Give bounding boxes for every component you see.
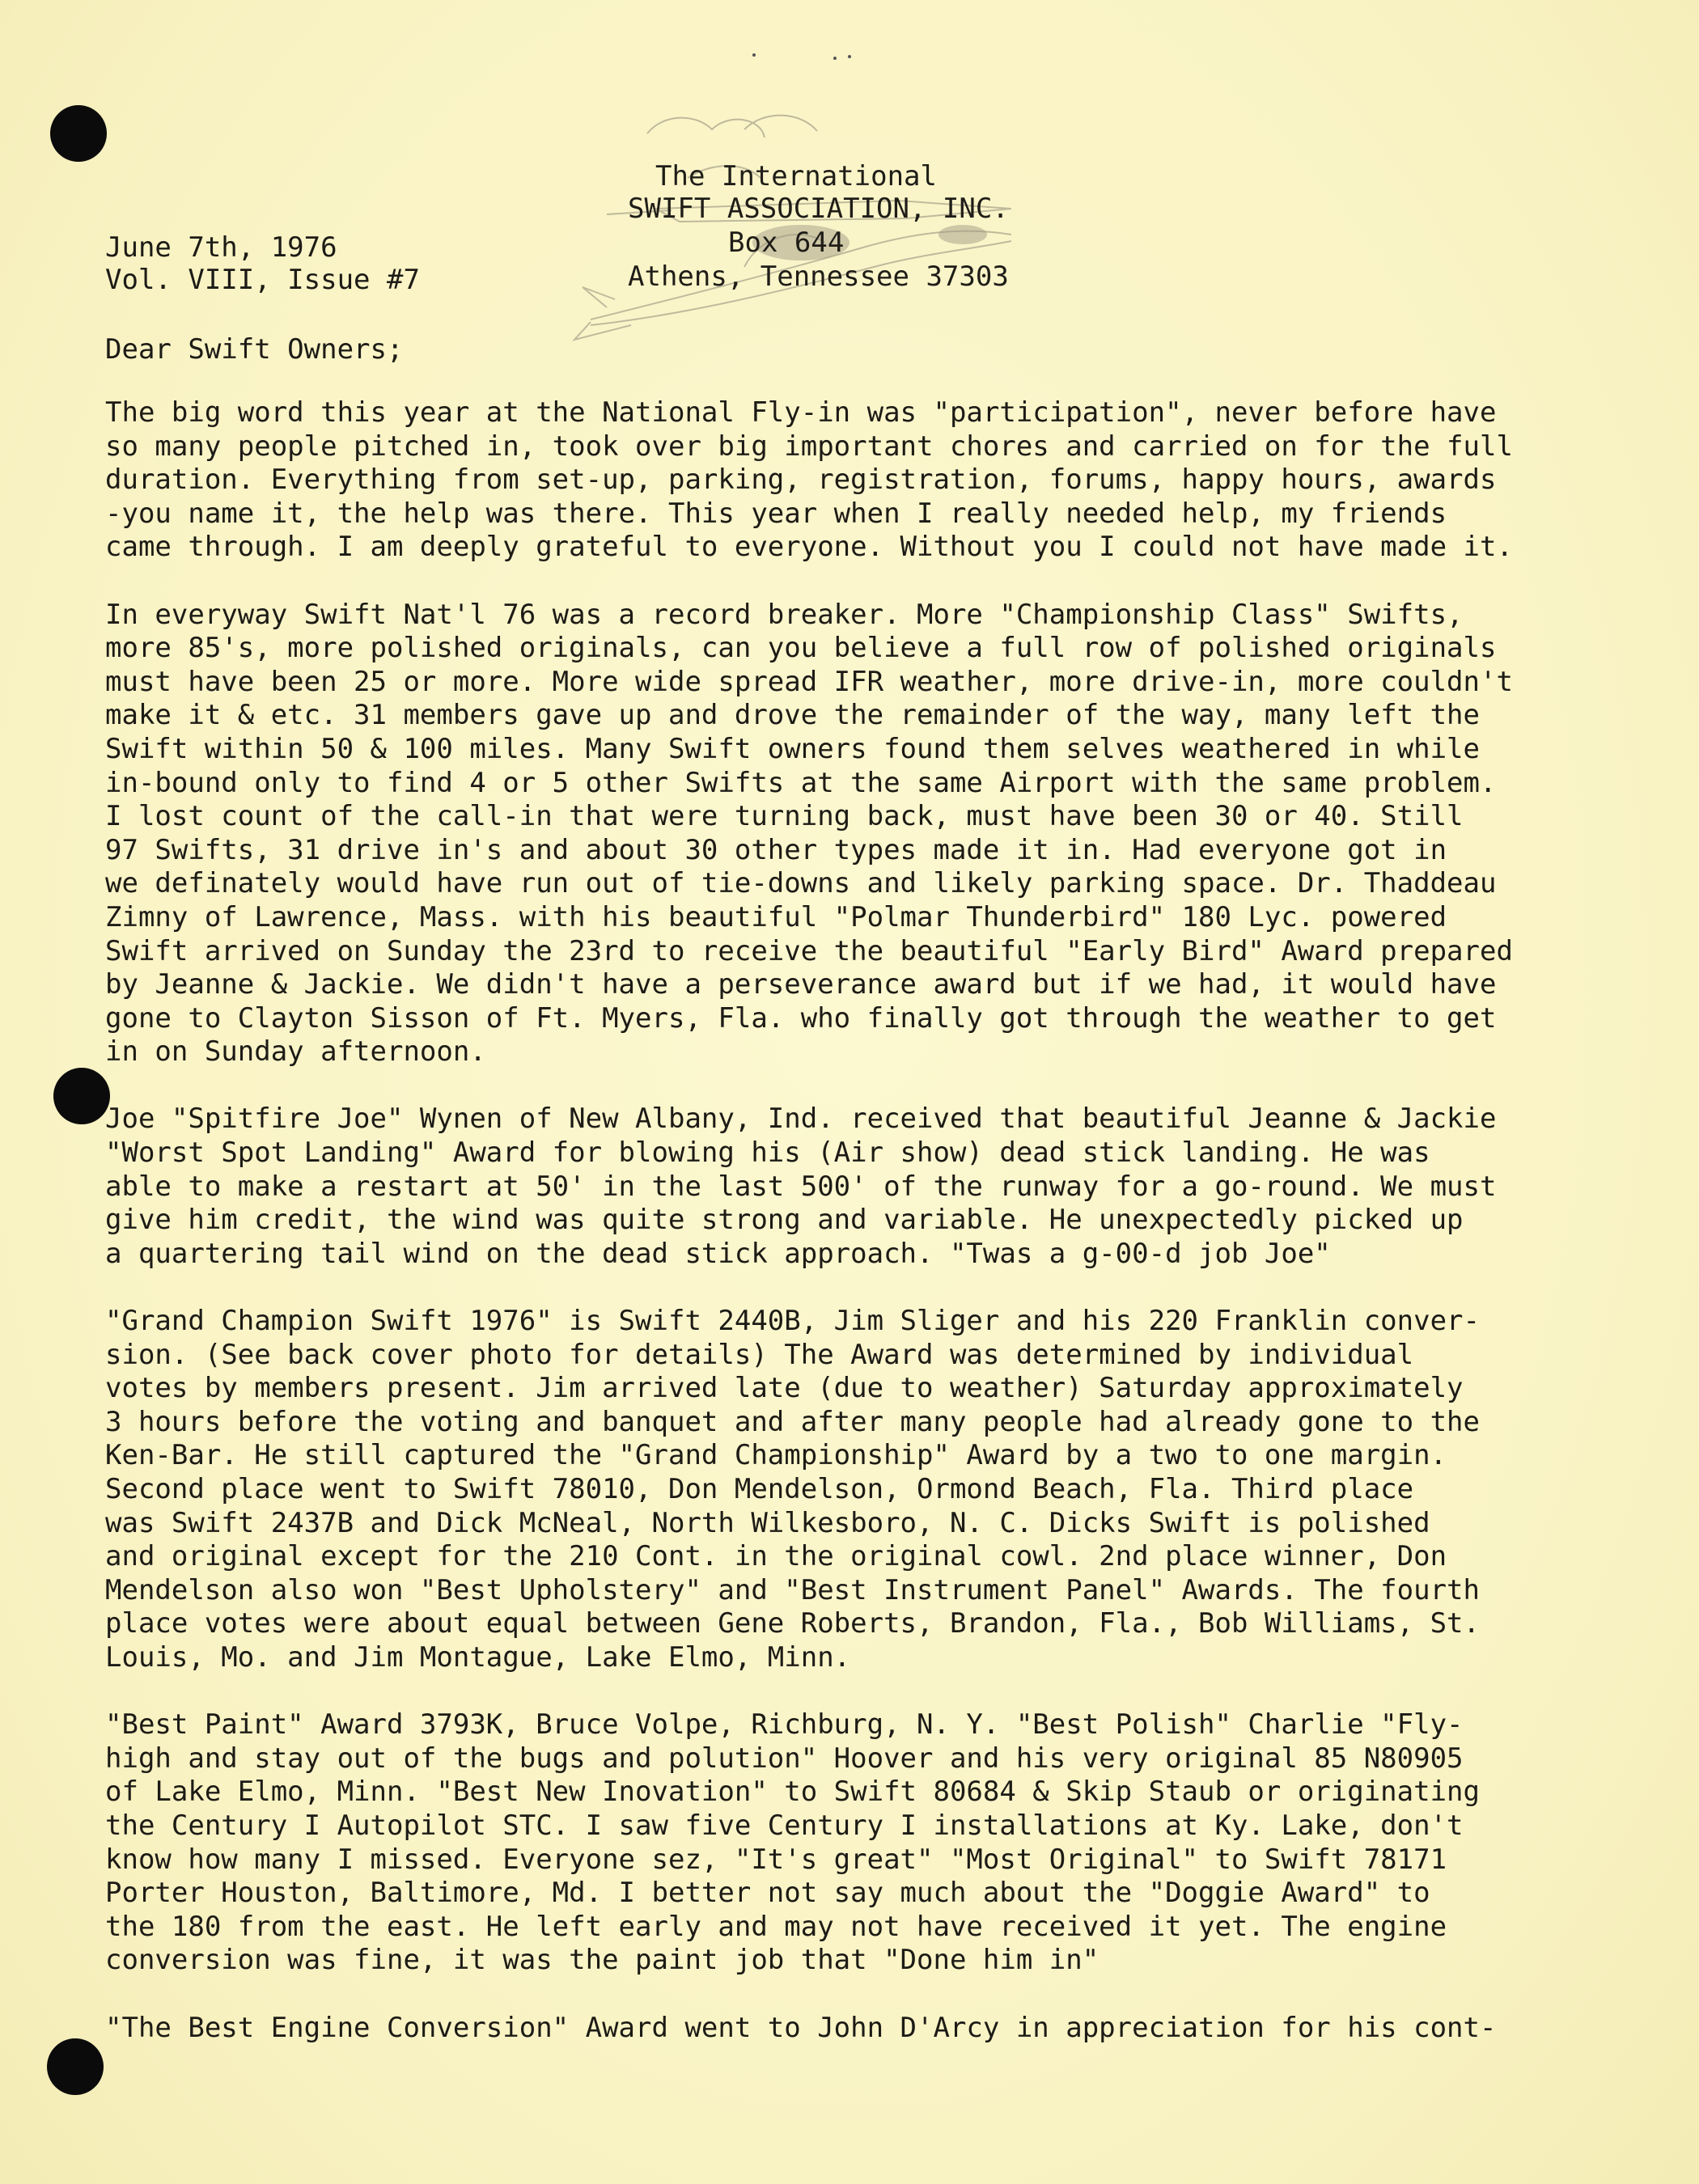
paragraph	[105, 1103, 1586, 1271]
org-name-line2: SWIFT ASSOCIATION, INC.	[628, 193, 1009, 225]
paragraph	[105, 1305, 1586, 1675]
date-block	[105, 231, 420, 296]
text-line: in-bound only to find 4 or 5 other Swifts at the same Airport with the same problem.	[105, 766, 1497, 799]
text-line: Joe "Spitfire Joe" Wynen of New Albany, Ind. received that beautiful Jeanne & Jackie	[105, 1103, 1497, 1136]
paper-speck	[848, 55, 851, 58]
text-line: Ken-Bar. He still captured the "Grand Championship" Award by a two to one margin.	[105, 1439, 1447, 1472]
letter-body	[105, 396, 1586, 2079]
text-line: "Worst Spot Landing" Award for blowing his (Air show) dead stick landing. He was	[105, 1136, 1430, 1170]
letter-date: June 7th, 1976	[105, 231, 337, 264]
text-line: of Lake Elmo, Minn. "Best New Inovation" to Swift 80684 & Skip Staub or originating	[105, 1776, 1480, 1809]
text-line: a quartering tail wind on the dead stick approach. "Twas a g-00-d job Joe"	[105, 1237, 1331, 1270]
text-line: by Jeanne & Jackie. We didn't have a perseverance award but if we had, it would have	[105, 968, 1497, 1001]
text-line: make it & etc. 31 members gave up and drove the remainder of the way, many left the	[105, 699, 1480, 732]
org-po-box: Box 644	[728, 226, 845, 259]
text-line: the 180 from the east. He left early and may not have received it yet. The engine	[105, 1910, 1447, 1943]
text-line: must have been 25 or more. More wide spread IFR weather, more drive-in, more couldn't	[105, 665, 1513, 698]
text-line: duration. Everything from set-up, parking, registration, forums, happy hours, awards	[105, 463, 1497, 497]
text-line: so many people pitched in, took over big important chores and carried on for the full	[105, 430, 1513, 463]
text-line: sion. (See back cover photo for details) The Award was determined by individual	[105, 1338, 1414, 1371]
text-line: 97 Swifts, 31 drive in's and about 30 other types made it in. Had everyone got in	[105, 833, 1447, 866]
text-line: more 85's, more polished originals, can you believe a full row of polished originals	[105, 632, 1497, 665]
org-name-line1: The International	[655, 160, 937, 193]
text-line: Zimny of Lawrence, Mass. with his beautiful "Polmar Thunderbird" 180 Lyc. powered	[105, 900, 1447, 933]
text-line: high and stay out of the bugs and polution" Hoover and his very original 85 N80905	[105, 1742, 1464, 1775]
paragraph	[105, 2012, 1586, 2046]
paragraph	[105, 1708, 1586, 1978]
text-line: know how many I missed. Everyone sez, "It's great" "Most Original" to Swift 78171	[105, 1843, 1447, 1876]
paper-speck	[752, 53, 756, 57]
text-line: we definately would have run out of tie-downs and likely parking space. Dr. Thaddeau	[105, 867, 1497, 900]
salutation: Dear Swift Owners;	[105, 333, 404, 366]
org-city: Athens, Tennessee 37303	[628, 260, 1009, 293]
paragraph	[105, 599, 1586, 1069]
text-line: I lost count of the call-in that were turning back, must have been 30 or 40. Still	[105, 800, 1464, 833]
text-line: Porter Houston, Baltimore, Md. I better not say much about the "Doggie Award" to	[105, 1877, 1430, 1910]
text-line: "The Best Engine Conversion" Award went to John D'Arcy in appreciation for his cont-	[105, 2011, 1497, 2044]
punch-hole	[50, 105, 107, 162]
text-line: "Grand Champion Swift 1976" is Swift 2440B, Jim Sliger and his 220 Franklin conver-	[105, 1305, 1480, 1338]
text-line: In everyway Swift Nat'l 76 was a record breaker. More "Championship Class" Swifts,	[105, 598, 1464, 631]
text-line: Swift within 50 & 100 miles. Many Swift owners found them selves weathered in while	[105, 732, 1480, 765]
text-line: votes by members present. Jim arrived late (due to weather) Saturday approximately	[105, 1372, 1464, 1405]
text-line: Swift arrived on Sunday the 23rd to receive the beautiful "Early Bird" Award prepared	[105, 934, 1513, 967]
text-line: Second place went to Swift 78010, Don Mendelson, Ormond Beach, Fla. Third place	[105, 1473, 1414, 1505]
text-line: gone to Clayton Sisson of Ft. Myers, Fla. who finally got through the weather to get	[105, 1001, 1497, 1035]
punch-hole	[47, 2038, 104, 2095]
text-line: Mendelson also won "Best Upholstery" and "Best Instrument Panel" Awards. The fourth	[105, 1573, 1480, 1606]
text-line: was Swift 2437B and Dick McNeal, North Wilkesboro, N. C. Dicks Swift is polished	[105, 1506, 1430, 1539]
text-line: and original except for the 210 Cont. in the original cowl. 2nd place winner, Don	[105, 1540, 1447, 1573]
text-line: -you name it, the help was there. This year when I really needed help, my friends	[105, 497, 1447, 530]
paragraph	[105, 396, 1586, 565]
text-line: give him credit, the wind was quite strong and variable. He unexpectedly picked up	[105, 1204, 1464, 1237]
text-line: conversion was fine, it was the paint job that "Done him in"	[105, 1944, 1099, 1977]
letterhead	[558, 113, 1060, 356]
text-line: 3 hours before the voting and banquet and after many people had already gone to the	[105, 1405, 1480, 1438]
paper-speck	[833, 57, 837, 60]
text-line: The big word this year at the National Fly-in was "participation", never before have	[105, 396, 1497, 429]
text-line: in on Sunday afternoon.	[105, 1035, 486, 1069]
text-line: the Century I Autopilot STC. I saw five Century I installations at Ky. Lake, don't	[105, 1809, 1464, 1842]
text-line: able to make a restart at 50' in the last 500' of the runway for a go-round. We must	[105, 1170, 1497, 1203]
text-line: "Best Paint" Award 3793K, Bruce Volpe, Richburg, N. Y. "Best Polish" Charlie "Fly-	[105, 1708, 1464, 1742]
issue-number: Vol. VIII, Issue #7	[105, 264, 420, 296]
text-line: Louis, Mo. and Jim Montague, Lake Elmo, Minn.	[105, 1640, 851, 1674]
text-line: came through. I am deeply grateful to everyone. Without you I could not have made it.	[105, 531, 1513, 564]
punch-hole	[53, 1068, 110, 1124]
text-line: place votes were about equal between Gene Roberts, Brandon, Fla., Bob Williams, St.	[105, 1607, 1480, 1640]
